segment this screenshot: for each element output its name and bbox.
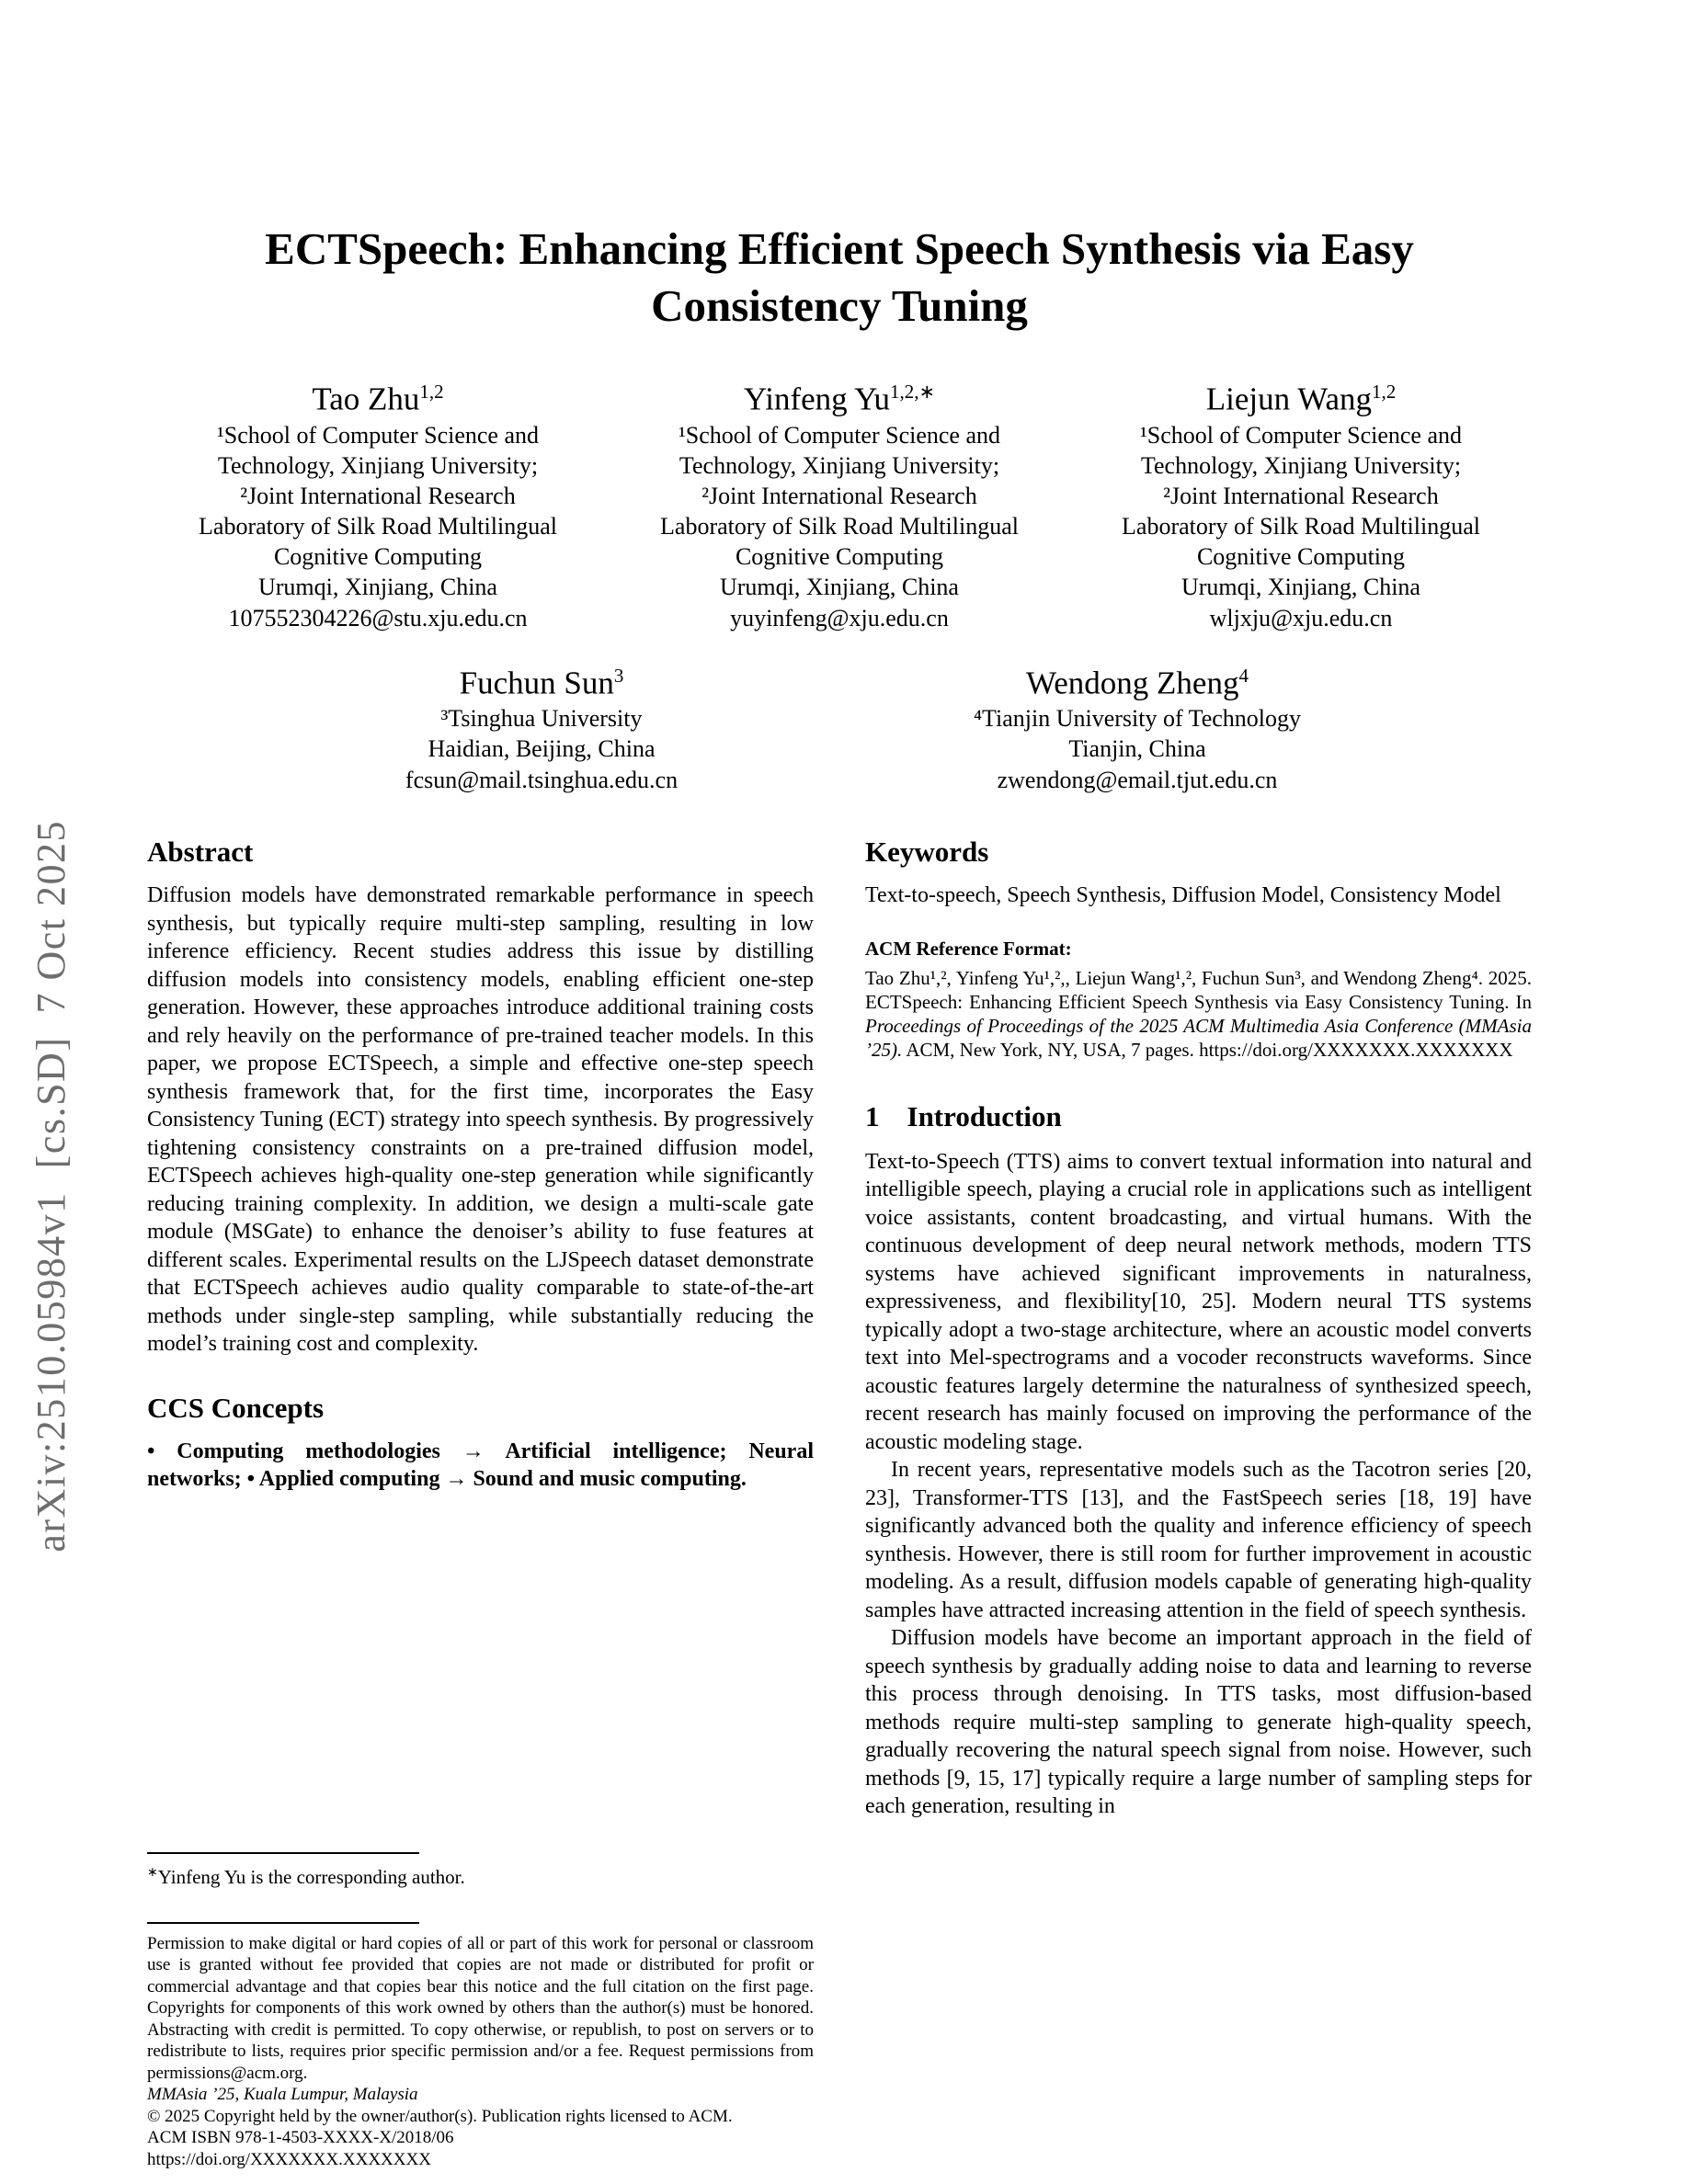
intro-paragraph-1: Text-to-Speech (TTS) aims to convert textual information into natural and intelligible speech, playing a crucial role in applications such as intelligent voice assistants, content broadcasting, and virtual humans. With the continuous development of deep neural network methods, modern TTS systems have achieved significant improvements in naturalness, expressiveness, and flexibility[10, 25]. Modern neural TTS systems typically adopt a two-stage architecture, where an acoustic model converts text into Mel-spectrograms and a vocoder reconstructs waveforms. Since acoustic features largely determine the naturalness of synthesized speech, recent research has mainly focused on improving the performance of the acoustic modeling stage. <box>865 1149 1532 1454</box>
author-name-text: Yinfeng Yu <box>743 381 890 417</box>
doi-link[interactable]: https://doi.org/XXXXXXX.XXXXXXX <box>147 2149 431 2169</box>
author-email[interactable]: fcsun@mail.tsinghua.edu.cn <box>405 767 679 794</box>
left-column <box>147 836 814 2170</box>
section-title: Introduction <box>907 1099 1062 1132</box>
ccs-heading: CCS Concepts <box>147 1391 325 1424</box>
author-block-yinfeng-yu <box>609 371 1070 633</box>
two-column-body <box>147 836 1532 2170</box>
author-name <box>1083 371 1519 420</box>
author-affil-marker: 1,2 <box>419 381 444 403</box>
introduction-heading <box>865 1100 1532 1133</box>
author-block-wendong-zheng <box>861 655 1413 796</box>
author-name <box>874 655 1400 704</box>
intro-paragraph-2: In recent years, representative models such as the Tacotron series [20, 23], Transformer-TTS [13], and the FastSpeech series [18, 19] have significantly advanced both the quality and inference efficiency of speech synthesis. However, there is still room for further improvement in acoustic modeling. As a result, diffusion models capable of generating high-quality samples have attracted increasing attention in the field of speech synthesis. <box>865 1458 1532 1622</box>
acm-ref-plain: Tao Zhu¹,², Yinfeng Yu¹,²,, Liejun Wang¹,², Fuchun Sun³, and Wendong Zheng⁴. 2025. ECTSpeech: Enhancing Efficient Speech Synthesis via Easy Consistency Tuning. In <box>865 966 1532 1013</box>
abstract-text: Diffusion models have demonstrated remarkable performance in speech synthesis, but typically require multi-step sampling, resulting in low inference efficiency. Recent studies address this issue by distilling diffusion models into consistency models, enabling efficient one-step generation. However, these approaches introduce additional training costs and rely heavily on the performance of pre-trained teacher models. In this paper, we propose ECTSpeech, a simple and effective one-step speech synthesis framework that, for the first time, incorporates the Easy Consistency Tuning (ECT) strategy into speech synthesis. By progressively tightening consistency constraints on a pre-trained diffusion model, ECTSpeech achieves high-quality one-step generation while significantly reducing training complexity. In addition, we design a multi-scale gate module (MSGate) to enhance the denoiser’s ability to fuse features at different scales. Experimental results on the LJSpeech dataset demonstrate that ECTSpeech achieves audio quality comparable to state-of-the-art methods under single-step sampling, while substantially reducing the model’s training cost and complexity. <box>147 883 814 1357</box>
venue-line: MMAsia ’25, Kuala Lumpur, Malaysia <box>147 2085 418 2105</box>
author-affil-marker: 1,2,∗ <box>890 381 936 403</box>
author-name-text: Wendong Zheng <box>1026 665 1239 701</box>
author-name-text: Fuchun Sun <box>459 665 614 701</box>
author-affil-marker: 3 <box>613 664 624 687</box>
section-number: 1 <box>865 1099 880 1132</box>
acm-ref-doi[interactable]: ACM, New York, NY, USA, 7 pages. https://doi.org/XXXXXXX.XXXXXXX <box>902 1038 1513 1061</box>
isbn-line: ACM ISBN 978-1-4503-XXXX-X/2018/06 <box>147 2128 454 2148</box>
permission-rule <box>147 1922 419 1924</box>
author-name <box>279 655 804 704</box>
arxiv-watermark: arXiv:2510.05984v1 [cs.SD] 7 Oct 2025 <box>29 820 74 1553</box>
acm-ref-venue-italic: Proceedings of Proceedings of the 2025 ACM Multimedia Asia Conference (MMAsia ’25). <box>865 1014 1532 1061</box>
footnote-text: Yinfeng Yu is the corresponding author. <box>157 1865 465 1888</box>
acm-reference-heading: ACM Reference Format: <box>865 937 1072 960</box>
ccs-concepts-text: • Computing methodologies → Artificial intelligence; Neural networks; • Applied computing → Sound and music computing. <box>147 1439 814 1492</box>
author-affiliation: ¹School of Computer Science and Technology, Xinjiang University; ²Joint International Research Laboratory of Silk Road Multilingual Cognitive Computing Urumqi, Xinjiang, China <box>199 421 557 600</box>
author-email[interactable]: zwendong@email.tjut.edu.cn <box>997 767 1278 794</box>
author-name <box>160 371 596 420</box>
paper-title: ECTSpeech: Enhancing Efficient Speech Synthesis via Easy Consistency Tuning <box>265 223 1414 331</box>
permission-block <box>147 1933 814 2171</box>
copyright-line: © 2025 Copyright held by the owner/author(s). Publication rights licensed to ACM. <box>147 2106 733 2126</box>
corresponding-author-footnote <box>147 1861 814 1889</box>
author-affil-marker: 4 <box>1238 664 1249 687</box>
author-email[interactable]: wljxju@xju.edu.cn <box>1209 604 1393 631</box>
author-name <box>622 371 1057 420</box>
footnote-rule <box>147 1852 419 1854</box>
intro-paragraph-3: Diffusion models have become an important approach in the field of speech synthesis by gradually adding noise to data and learning to reverse this process through denoising. In TTS tasks, most diffusion-based methods require multi-step sampling to generate high-quality speech, gradually recovering the natural speech signal from noise. However, such methods [9, 15, 17] typically require a large number of sampling steps for each generation, resulting in <box>865 1626 1532 1819</box>
author-email[interactable]: yuyinfeng@xju.edu.cn <box>730 604 949 631</box>
author-block-liejun-wang <box>1070 371 1532 633</box>
keywords-text: Text-to-speech, Speech Synthesis, Diffusion Model, Consistency Model <box>865 883 1501 908</box>
permission-text: Permission to make digital or hard copies of all or part of this work for personal or classroom use is granted without fee provided that copies are not made or distributed for profit or commercial advantage and that copies bear this notice and the full citation on the first page. Copyrights for components of this work owned by others than the author(s) must be honored. Abstracting with credit is permitted. To copy otherwise, or republish, to post on servers or to redistribute to lists, requires prior specific permission and/or a fee. Request permissions from permissions@acm.org. <box>147 1933 814 2083</box>
author-affiliation: ¹School of Computer Science and Technology, Xinjiang University; ²Joint International Research Laboratory of Silk Road Multilingual Cognitive Computing Urumqi, Xinjiang, China <box>660 421 1019 600</box>
authors-row-1 <box>147 371 1532 633</box>
author-affiliation: ⁴Tianjin University of Technology Tianjin, China <box>973 705 1302 763</box>
author-affil-marker: 1,2 <box>1372 381 1397 403</box>
keywords-heading: Keywords <box>865 836 989 869</box>
paper-content <box>147 0 1532 2170</box>
footnote-marker: ∗ <box>147 1865 158 1880</box>
author-block-tao-zhu <box>147 371 609 633</box>
abstract-heading: Abstract <box>147 836 254 869</box>
author-email[interactable]: 107552304226@stu.xju.edu.cn <box>228 604 528 631</box>
footnote-area <box>147 1852 814 2171</box>
author-name-text: Tao Zhu <box>312 381 420 417</box>
acm-reference-text <box>865 966 1532 1062</box>
author-affiliation: ¹School of Computer Science and Technology, Xinjiang University; ²Joint International Research Laboratory of Silk Road Multilingual Cognitive Computing Urumqi, Xinjiang, China <box>1122 421 1480 600</box>
right-column <box>865 836 1532 2170</box>
author-affiliation: ³Tsinghua University Haidian, Beijing, China <box>428 705 656 763</box>
authors-row-2 <box>147 655 1532 796</box>
author-name-text: Liejun Wang <box>1205 381 1372 417</box>
author-block-fuchun-sun <box>266 655 817 796</box>
